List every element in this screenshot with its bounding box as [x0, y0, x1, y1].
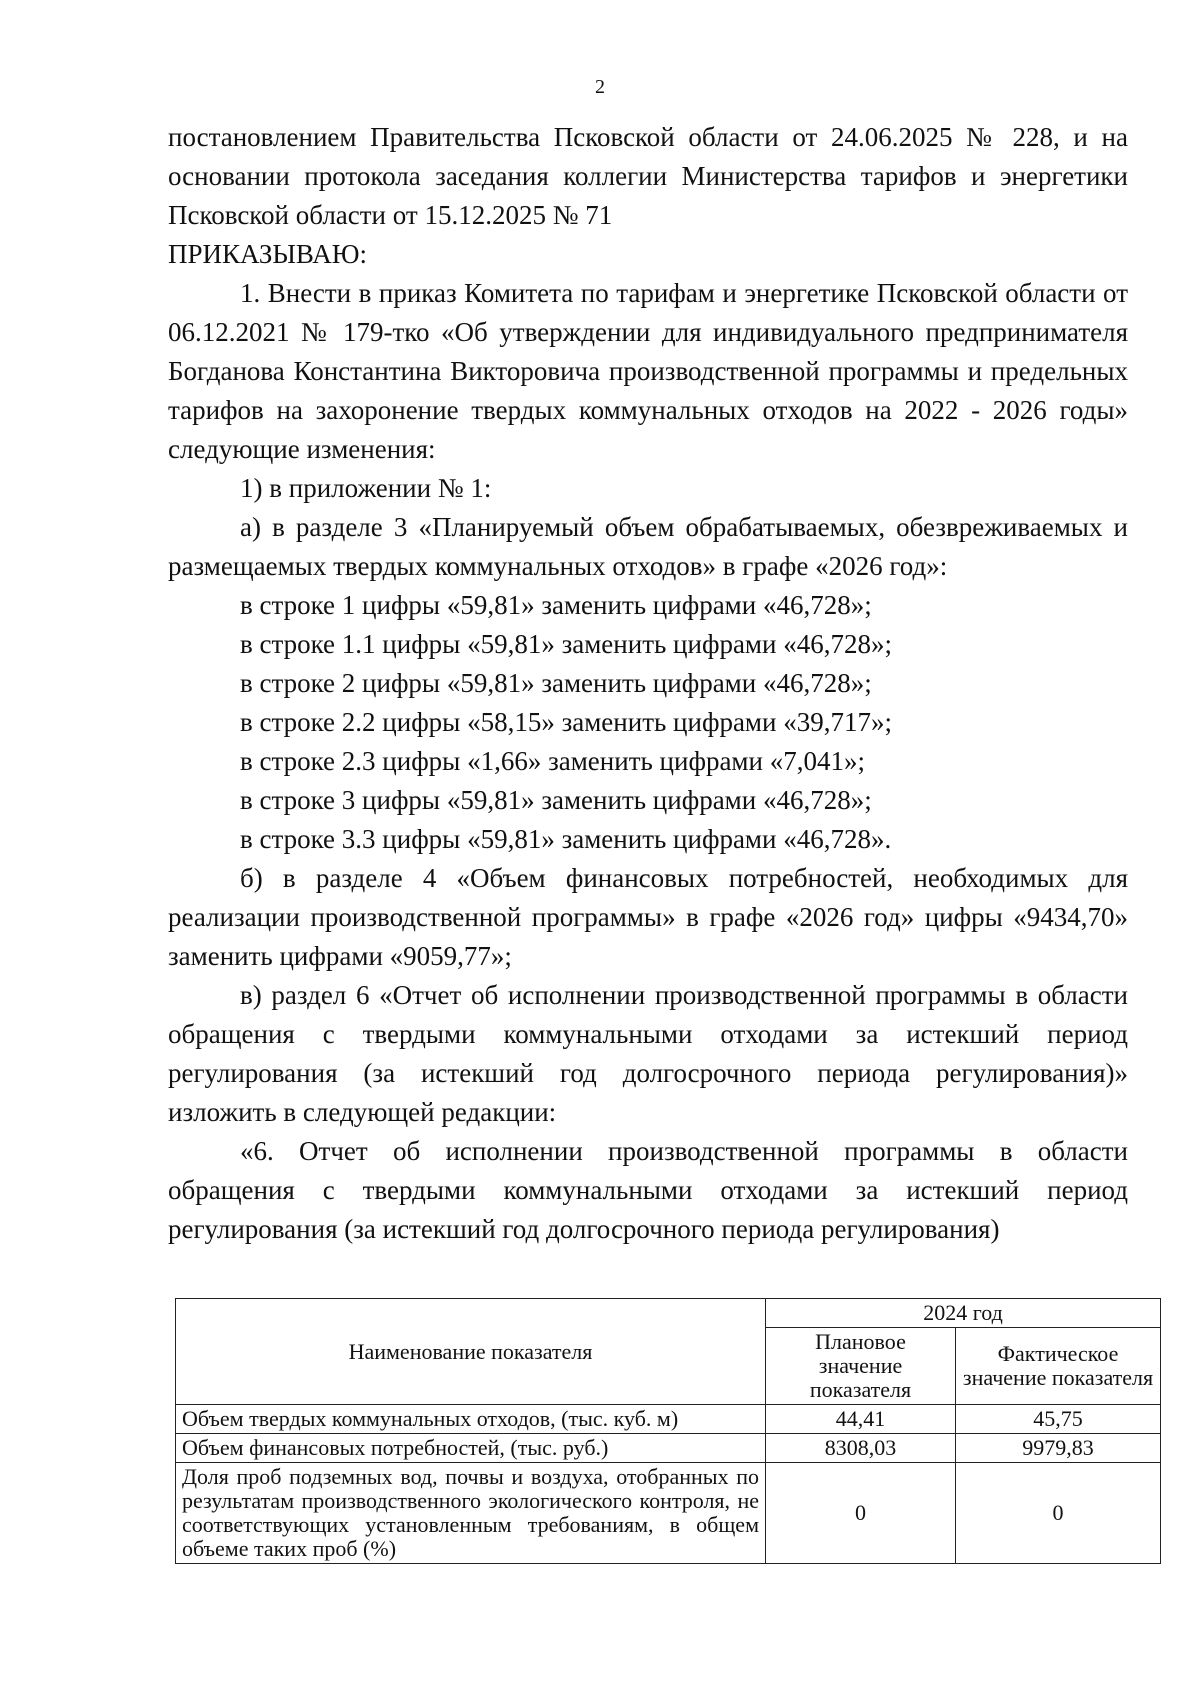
paragraph-section-3: а) в разделе 3 «Планируемый объем обрабатываемых, обезвреживаемых и размещаемых твердых коммунальных отходов» в графе «2026 год»:: [168, 512, 1128, 581]
paragraph-decree: ПРИКАЗЫВАЮ:: [168, 239, 367, 269]
row-fact: 0: [956, 1463, 1161, 1564]
table-row: [176, 1463, 1161, 1564]
header-indicator-name: Наименование показателя: [176, 1299, 766, 1405]
row-fact: 45,75: [956, 1405, 1161, 1434]
row-fact: 9979,83: [956, 1434, 1161, 1463]
change-line: в строке 3 цифры «59,81» заменить цифрами «46,728»;: [240, 785, 872, 815]
paragraph-intro: постановлением Правительства Псковской области от 24.06.2025 № 228, и на основании протокола заседания коллегии Министерства тарифов и энергетики Псковской области от 15.12.2025 № 71: [168, 122, 1128, 230]
header-fact-value: Фактическое значение показателя: [956, 1328, 1161, 1405]
paragraph-section-6: в) раздел 6 «Отчет об исполнении производственной программы в области обращения с твердыми коммунальными отходами за истекший период регулирования (за истекший год долгосрочного периода регулирования)» изложить в следующей редакции:: [168, 980, 1128, 1127]
change-line: в строке 2.3 цифры «1,66» заменить цифрами «7,041»;: [240, 746, 865, 776]
header-year: 2024 год: [766, 1299, 1161, 1328]
paragraph-appendix: 1) в приложении № 1:: [240, 473, 492, 503]
change-line: в строке 3.3 цифры «59,81» заменить цифрами «46,728».: [240, 824, 892, 854]
row-plan: 0: [766, 1463, 956, 1564]
row-name: Объем твердых коммунальных отходов, (тыс. куб. м): [176, 1405, 766, 1434]
page-number: 2: [595, 76, 605, 98]
report-table: [175, 1298, 1161, 1564]
change-line: в строке 1 цифры «59,81» заменить цифрами «46,728»;: [240, 590, 872, 620]
table-row: [176, 1405, 1161, 1434]
header-plan-value: Плановое значение показателя: [766, 1328, 956, 1405]
change-line: в строке 2 цифры «59,81» заменить цифрами «46,728»;: [240, 668, 872, 698]
table-header-row: [176, 1299, 1161, 1328]
row-name: Доля проб подземных вод, почвы и воздуха, отобранных по результатам производственного экологического контроля, не соответствующих установленным требованиям, в общем объеме таких проб (%): [176, 1463, 766, 1564]
table-row: [176, 1434, 1161, 1463]
paragraph-item-1: 1. Внести в приказ Комитета по тарифам и энергетике Псковской области от 06.12.2021 № 179-тко «Об утверждении для индивидуального предпринимателя Богданова Константина Викторовича производственной программы и предельных тарифов на захоронение твердых коммунальных отходов на 2022 - 2026 годы» следующие изменения:: [168, 278, 1128, 464]
row-plan: 8308,03: [766, 1434, 956, 1463]
report-table-container: [175, 1298, 1160, 1564]
paragraph-section-4: б) в разделе 4 «Объем финансовых потребностей, необходимых для реализации производственной программы» в графе «2026 год» цифры «9434,70» заменить цифрами «9059,77»;: [168, 863, 1128, 971]
paragraph-report-title: «6. Отчет об исполнении производственной программы в области обращения с твердыми коммунальными отходами за истекший период регулирования (за истекший год долгосрочного периода регулирования): [168, 1136, 1128, 1244]
change-line: в строке 1.1 цифры «59,81» заменить цифрами «46,728»;: [240, 629, 892, 659]
row-plan: 44,41: [766, 1405, 956, 1434]
document-body: [168, 118, 1128, 1249]
row-name: Объем финансовых потребностей, (тыс. руб.): [176, 1434, 766, 1463]
change-line: в строке 2.2 цифры «58,15» заменить цифрами «39,717»;: [240, 707, 892, 737]
